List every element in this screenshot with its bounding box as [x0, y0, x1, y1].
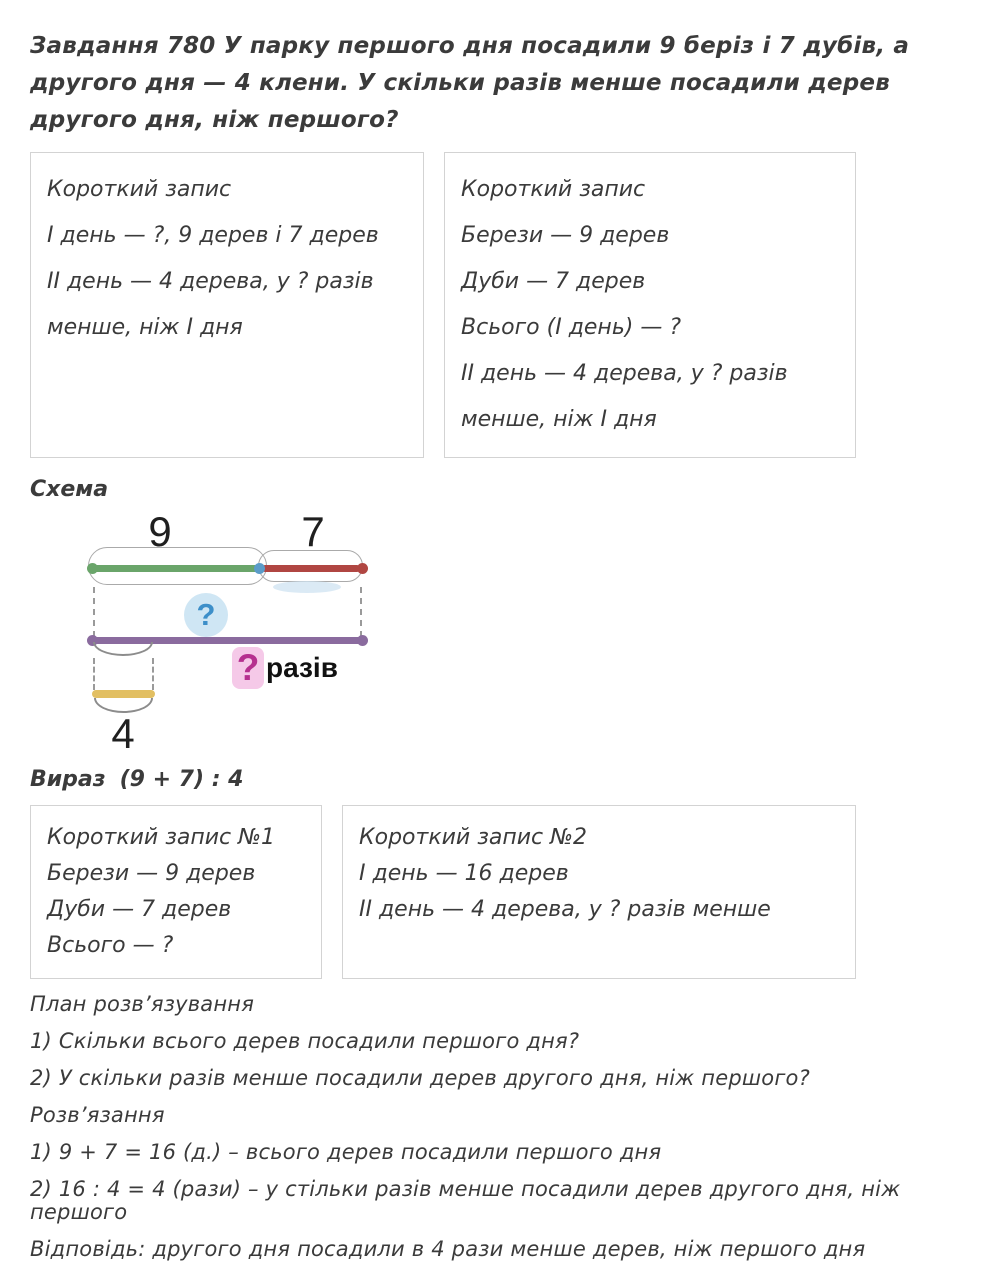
times-label: разів — [266, 652, 338, 683]
solution-header: Розв’язання — [30, 1103, 165, 1127]
record-header: Короткий запис — [47, 177, 232, 202]
short-record-cell-3 — [30, 805, 322, 979]
first-day-green-bar — [92, 565, 258, 572]
record-header: Короткий запис №1 — [47, 825, 276, 850]
plan-step: 2) У скільки разів менше посадили дерев другого дня, ніж першого? — [30, 1066, 810, 1090]
schema-label: Схема — [30, 477, 109, 502]
record-line: Берези — 9 дерев — [47, 861, 256, 886]
expression-line — [30, 767, 966, 792]
purple-bar-right-dot — [357, 635, 368, 646]
expression-value: (9 + 7) : 4 — [119, 767, 244, 792]
dashed-guide-right — [360, 587, 362, 637]
record-line: Всього (I день) — ? — [461, 315, 682, 340]
expression-label: Вираз — [30, 767, 106, 792]
record-header: Короткий запис — [461, 177, 646, 202]
highlight-smudge — [273, 581, 341, 593]
answer-line: Відповідь: другого дня посадили в 4 рази менше дерев, ніж першого дня — [30, 1237, 866, 1261]
short-record-cell-2 — [444, 152, 856, 458]
record-line: Всього — ? — [47, 933, 174, 958]
second-segment-value-label: 7 — [301, 508, 325, 555]
problem-statement: Завдання 780 У парку першого дня посадили 9 беріз і 7 дубів, а другого дня — 4 клени. У скільки разів менше посадили дерев другого дня, ніж першого? — [30, 33, 910, 133]
short-record-table-1 — [30, 152, 856, 458]
solution-step: 1) 9 + 7 = 16 (д.) – всього дерев посадили першого дня — [30, 1140, 662, 1164]
record-line: Дуби — 7 дерев — [461, 269, 646, 294]
dashed-guide-part-left — [93, 658, 95, 690]
solution-step: 2) 16 : 4 = 4 (рази) – у стільки разів менше посадили дерев другого дня, ніж першого — [30, 1177, 901, 1224]
record-line: Дуби — 7 дерев — [47, 897, 232, 922]
dashed-guide-part-right — [152, 658, 154, 690]
record-line: I день — 16 дерев — [359, 861, 569, 886]
part-brace-arc — [93, 642, 153, 656]
record-line: II день — 4 дерева, у ? разів менше, ніж I дня — [461, 361, 788, 432]
schema-diagram — [60, 505, 440, 757]
record-line: Берези — 9 дерев — [461, 223, 670, 248]
times-question-badge: ? — [232, 647, 264, 689]
dashed-guide-left — [93, 587, 95, 637]
plan-and-solution — [30, 993, 966, 1261]
second-day-yellow-bar — [92, 690, 155, 698]
record-line: II день — 4 дерева, у ? разів менше, ніж I дня — [47, 269, 374, 340]
first-day-red-bar — [262, 565, 360, 572]
plan-header: План розв’язування — [30, 992, 255, 1016]
short-record-cell-4 — [342, 805, 856, 979]
total-question-badge: ? — [184, 593, 228, 637]
green-bar-end-dot — [87, 563, 98, 574]
short-record-cell-1 — [30, 152, 424, 458]
second-day-value-label: 4 — [111, 710, 135, 757]
short-record-table-2 — [30, 805, 856, 979]
red-bar-end-dot — [357, 563, 368, 574]
plan-step: 1) Скільки всього дерев посадили першого дня? — [30, 1029, 580, 1053]
first-segment-value-label: 9 — [148, 508, 172, 555]
record-header: Короткий запис №2 — [359, 825, 588, 850]
segment-junction-dot — [254, 563, 265, 574]
record-line: II день — 4 дерева, у ? разів менше — [359, 897, 771, 922]
record-line: I день — ?, 9 дерев і 7 дерев — [47, 223, 379, 248]
